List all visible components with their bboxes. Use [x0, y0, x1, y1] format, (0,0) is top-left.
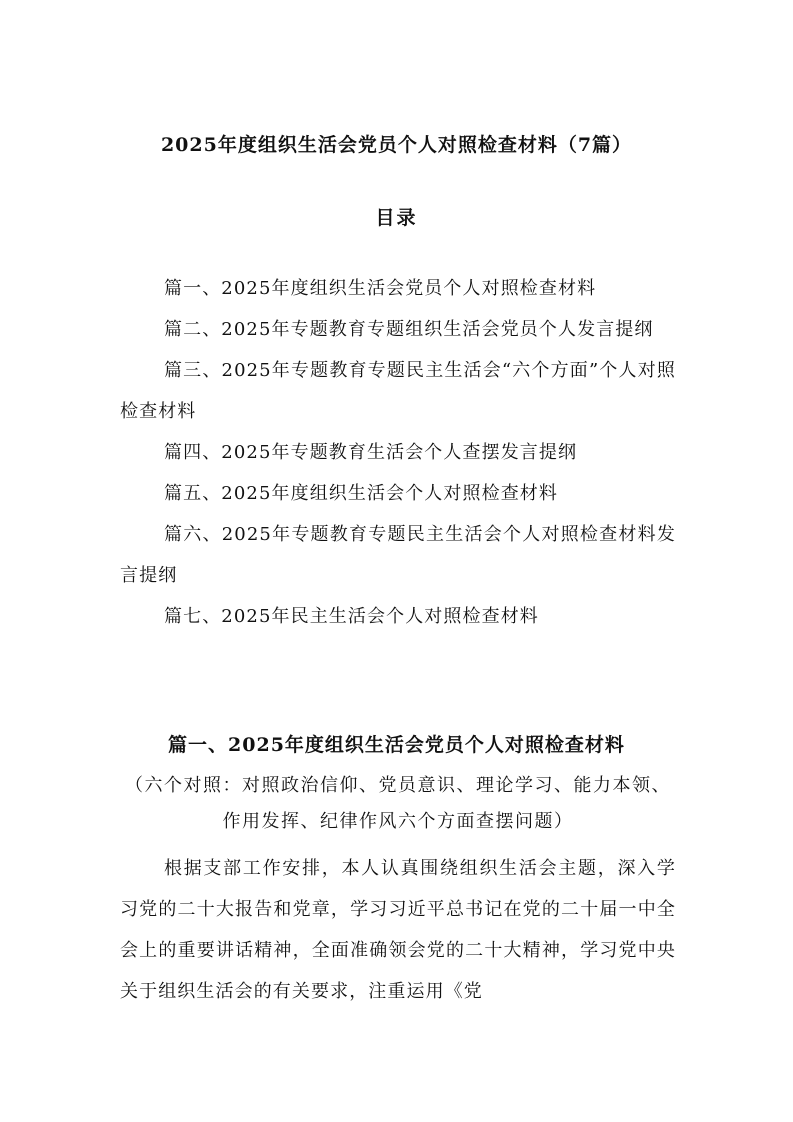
section-title: 篇一、2025年度组织生活会党员个人对照检查材料 [168, 734, 625, 756]
toc-heading: 目录 [375, 207, 418, 229]
toc-item-2: 篇二、2025年专题教育专题组织生活会党员个人发言提纲 [164, 319, 654, 340]
toc-item-7: 篇七、2025年民主生活会个人对照检查材料 [164, 606, 539, 627]
toc-item-3: 篇三、2025年专题教育专题民主生活会“六个方面”个人对照检查材料 [120, 360, 676, 422]
section-subtitle: （六个对照：对照政治信仰、党员意识、理论学习、能力本领、作用发挥、纪律作风六个方面查摆问题） [125, 775, 671, 832]
toc-item-5: 篇五、2025年度组织生活会个人对照检查材料 [164, 483, 559, 504]
section-body-paragraph: 根据支部工作安排，本人认真围绕组织生活会主题，深入学习党的二十大报告和党章，学习习近平总书记在党的二十届一中全会上的重要讲话精神，全面准确领会党的二十大精神，学习党中央关于组织生活会的有关要求，注重运用《党 [120, 858, 676, 1002]
toc-item-6: 篇六、2025年专题教育专题民主生活会个人对照检查材料发言提纲 [120, 524, 676, 586]
table-of-contents [120, 268, 676, 637]
toc-item-4: 篇四、2025年专题教育生活会个人查摆发言提纲 [164, 442, 578, 463]
document-title: 2025年度组织生活会党员个人对照检查材料（7篇） [160, 134, 633, 156]
toc-item-1: 篇一、2025年度组织生活会党员个人对照检查材料 [164, 278, 597, 299]
